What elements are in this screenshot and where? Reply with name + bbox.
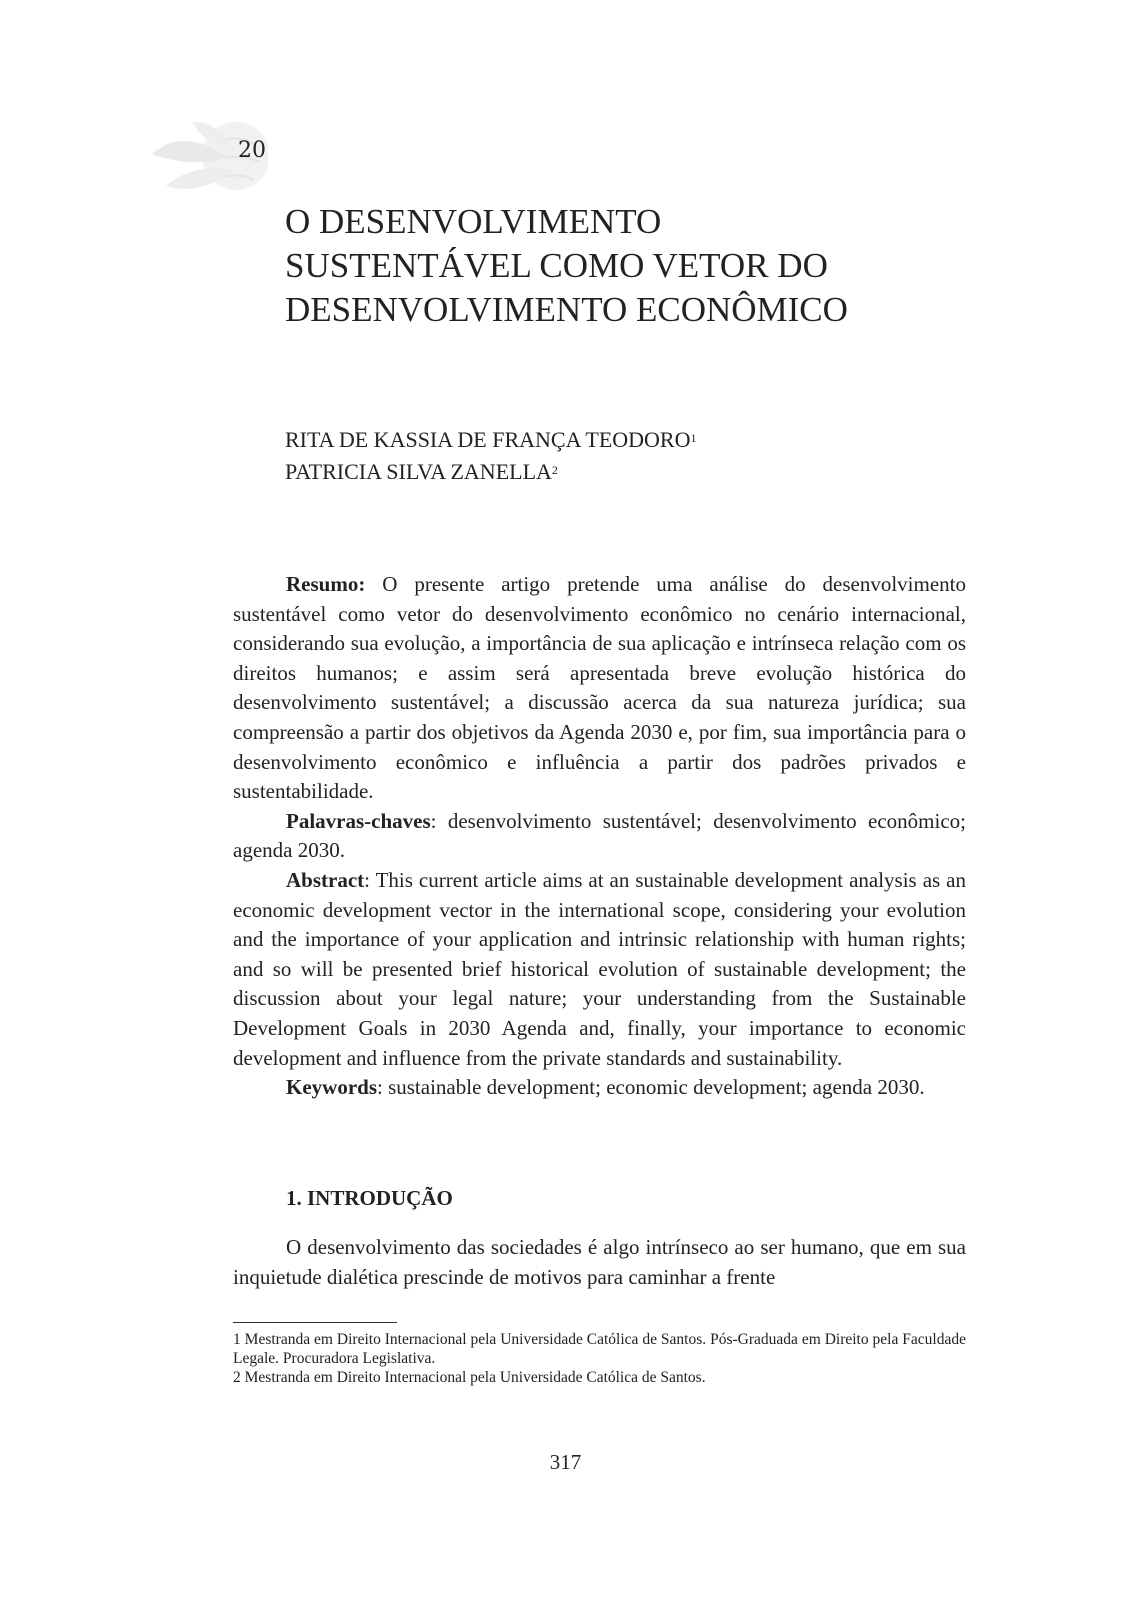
author-entry — [285, 456, 697, 488]
footnote: 2 Mestranda em Direito Internacional pela Universidade Católica de Santos. — [233, 1369, 706, 1386]
body-paragraph: O desenvolvimento das sociedades é algo intrínseco ao ser humano, que em sua inquietude dialética prescinde de motivos para caminhar a frente — [233, 1235, 966, 1289]
title-line: SUSTENTÁVEL COMO VETOR DO — [285, 246, 828, 285]
palavras-chaves-text: : desenvolvimento sustentável; desenvolvimento econômico; agenda 2030. — [233, 808, 966, 863]
abstract-label: Abstract — [286, 867, 365, 892]
chapter-number: 20 — [238, 138, 266, 163]
author-list — [285, 424, 697, 488]
author-name: PATRICIA SILVA ZANELLA — [285, 459, 552, 484]
abstract-block — [233, 570, 966, 1103]
title-line: DESENVOLVIMENTO ECONÔMICO — [285, 290, 848, 329]
keywords-text: : sustainable development; economic development; agenda 2030. — [377, 1075, 925, 1100]
footnote-divider — [233, 1322, 397, 1323]
author-entry — [285, 424, 697, 456]
palavras-chaves-paragraph — [233, 807, 966, 866]
footnote-marker: 2 — [551, 463, 558, 477]
section-heading: 1. INTRODUÇÃO — [286, 1186, 453, 1210]
palavras-chaves-label: Palavras-chaves — [286, 808, 431, 833]
resumo-paragraph — [233, 570, 966, 807]
keywords-paragraph — [233, 1073, 966, 1103]
article-title — [285, 200, 1045, 332]
footnote: 1 Mestranda em Direito Internacional pela Universidade Católica de Santos. Pós-Graduada em Direito pela Faculdade Legale. Procuradora Legislativa. — [233, 1331, 966, 1367]
title-line: O DESENVOLVIMENTO — [285, 202, 662, 241]
keywords-label: Keywords — [286, 1075, 377, 1100]
introduction-block — [233, 1233, 966, 1292]
resumo-label: Resumo: — [286, 572, 366, 596]
footnotes — [233, 1330, 966, 1387]
author-name: RITA DE KASSIA DE FRANÇA TEODORO — [285, 427, 691, 452]
resumo-text: O presente artigo pretende uma análise do desenvolvimento sustentável como vetor do desenvolvimento econômico no cenário internacional, considerando sua evolução, a importância de sua aplicação e intrínseca relação com os direitos humanos; e assim será apresentada breve evolução histórica do desenvolvimento sustentável; a discussão acerca da sua natureza jurídica; sua compreensão a partir dos objetivos da Agenda 2030 e, por fim, sua importância para o desenvolvimento econômico e influência a partir dos padrões privados e sustentabilidade. — [233, 572, 966, 804]
abstract-text: : This current article aims at an sustainable development analysis as an economic development vector in the international scope, considering your evolution and the importance of your application and intrinsic relationship with human rights; and so will be presented brief historical evolution of sustainable development; the discussion about your legal nature; your understanding from the Sustainable Development Goals in 2030 Agenda and, finally, your importance to economic development and influence from the private standards and sustainability. — [233, 867, 966, 1070]
footnote-marker: 1 — [690, 431, 697, 445]
page-number: 317 — [549, 1450, 582, 1474]
abstract-paragraph — [233, 866, 966, 1073]
